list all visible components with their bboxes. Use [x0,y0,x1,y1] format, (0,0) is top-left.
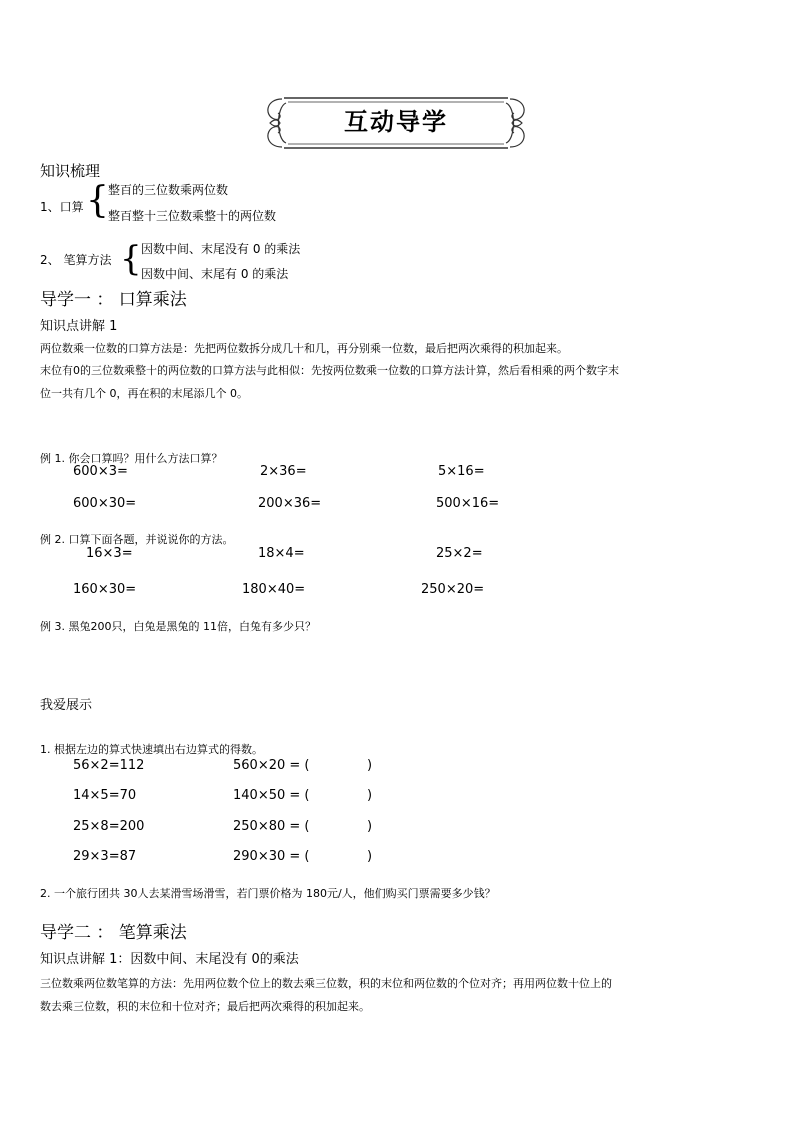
page-title: 互动导学 [344,107,448,136]
show-q1-left: 14×5=70 [73,788,137,803]
answer-blank-close: ) [367,758,373,773]
show-q1-prompt: 1. 根据左边的算式快速填出右边算式的得数。 [40,743,263,756]
show-heading: 我爱展示 [40,698,93,713]
example3-prompt: 例 3. 黑兔200只，白兔是黑兔的 11倍，白兔有多少只？ [40,620,316,633]
example2-expr: 16×3= [86,546,133,561]
example1-expr: 500×16= [436,496,500,511]
answer-blank-close: ) [367,819,373,834]
section1-para2-line2: 位一共有几个 0，再在积的末尾添几个 0。 [40,387,248,400]
section2-para-line2: 数去乘三位数，积的末位和十位对齐；最后把两次乘得的积加起来。 [40,1000,370,1013]
section1-para1: 两位数乘一位数的口算方法是：先把两位数拆分成几十和几，再分别乘一位数，最后把两次乘得的积加起来。 [40,342,568,355]
summary-item1-branch2: 整百整十三位数乘整十的两位数 [108,209,277,223]
show-q1-right: 250×80 = ( [233,819,310,834]
example2-expr: 160×30= [73,582,137,597]
section2-point-title: 知识点讲解 1：因数中间、末尾没有 0的乘法 [40,952,299,967]
title-banner [262,93,530,153]
example1-expr: 600×3= [73,464,128,479]
example2-expr: 180×40= [242,582,306,597]
show-q1-right: 140×50 = ( [233,788,310,803]
section1-point-title: 知识点讲解 1 [40,319,118,334]
section1-para2-line1: 末位有0的三位数乘整十的两位数的口算方法与此相似：先按两位数乘一位数的口算方法计算，然后看相乘的两个数字末 [40,364,619,377]
example1-expr: 2×36= [260,464,307,479]
brace-icon: { [86,180,109,221]
show-q1-right: 560×20 = ( [233,758,310,773]
section2-para-line1: 三位数乘两位数笔算的方法：先用两位数个位上的数去乘三位数，积的末位和两位数的个位对齐；再用两位数十位上的 [40,977,612,990]
example1-prompt: 例 1. 你会口算吗？用什么方法口算？ [40,452,223,465]
example2-expr: 25×2= [436,546,483,561]
answer-blank-close: ) [367,788,373,803]
example2-expr: 18×4= [258,546,305,561]
show-q1-left: 56×2=112 [73,758,145,773]
show-q1-right: 290×30 = ( [233,849,310,864]
summary-item2-branch1: 因数中间、末尾没有 0 的乘法 [141,242,301,256]
summary-heading: 知识梳理 [40,162,101,180]
summary-item1-label: 1、口算 [40,200,84,214]
show-q1-left: 25×8=200 [73,819,145,834]
section2-heading: 导学二 ： 笔算乘法 [40,923,187,943]
show-q2-prompt: 2. 一个旅行团共 30人去某滑雪场滑雪，若门票价格为 180元/人，他们购买门票需要多少钱？ [40,887,496,900]
brace-icon: { [120,239,142,279]
example1-expr: 5×16= [438,464,485,479]
example1-expr: 600×30= [73,496,137,511]
answer-blank-close: ) [367,849,373,864]
example2-expr: 250×20= [421,582,485,597]
section1-heading: 导学一 ： 口算乘法 [40,290,187,310]
example2-prompt: 例 2. 口算下面各题，并说说你的方法。 [40,533,234,546]
summary-item1-branch1: 整百的三位数乘两位数 [108,183,229,197]
summary-item2-label: 2、 笔算方法 [40,253,112,267]
summary-item2-branch2: 因数中间、末尾有 0 的乘法 [141,267,289,281]
show-q1-left: 29×3=87 [73,849,137,864]
example1-expr: 200×36= [258,496,322,511]
